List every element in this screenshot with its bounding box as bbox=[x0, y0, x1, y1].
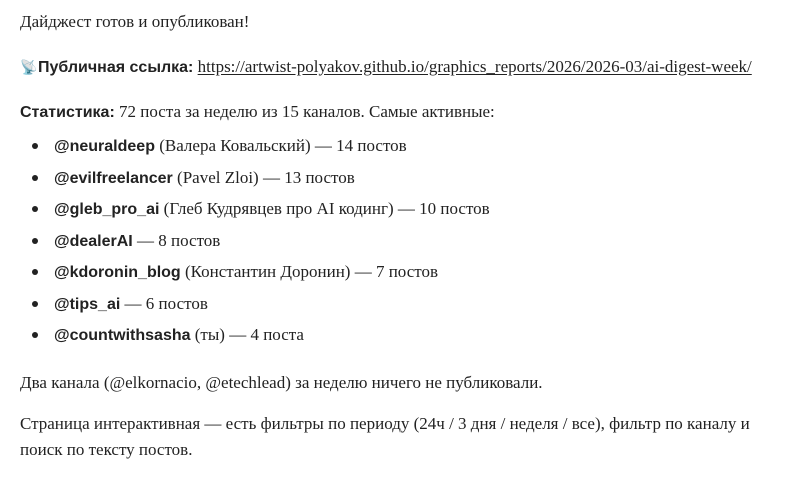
list-item bbox=[32, 291, 780, 323]
bullet bbox=[32, 143, 38, 149]
channel-info: — 6 постов bbox=[124, 293, 208, 313]
bullet bbox=[32, 332, 38, 338]
satellite-antenna-icon: 📡 bbox=[20, 61, 38, 76]
channel-handle: @kdoronin_blog bbox=[54, 264, 181, 281]
channel-handle: @tips_ai bbox=[54, 295, 121, 313]
channel-info: — 8 постов bbox=[137, 230, 221, 250]
list-item bbox=[32, 196, 780, 228]
channel-handle: @neuraldeep bbox=[54, 138, 155, 155]
bullet bbox=[32, 238, 38, 244]
active-channels-list bbox=[20, 133, 780, 354]
channel-info: (Валера Ковальский) — 14 постов bbox=[159, 136, 407, 155]
stats-text: 72 поста за неделю из 15 каналов. Самые активные: bbox=[119, 102, 495, 121]
channel-info: (Pavel Zloi) — 13 постов bbox=[177, 167, 355, 187]
stats-paragraph bbox=[20, 99, 780, 125]
bullet bbox=[32, 175, 38, 181]
list-item bbox=[32, 322, 780, 354]
intro-text: Дайджест готов и опубликован! bbox=[20, 12, 250, 31]
channel-handle: @evilfreelancer bbox=[54, 169, 173, 187]
channel-info: (ты) — 4 поста bbox=[194, 325, 304, 344]
channel-handle: @countwithsasha bbox=[54, 327, 191, 344]
channel-handle: @gleb_pro_ai bbox=[54, 201, 160, 218]
channel-info: (Константин Доронин) — 7 постов bbox=[184, 262, 439, 281]
channel-handle: @dealerAI bbox=[54, 232, 133, 250]
bullet bbox=[32, 269, 38, 275]
list-item bbox=[32, 228, 780, 260]
list-item bbox=[32, 133, 780, 165]
list-item bbox=[32, 259, 780, 291]
bullet bbox=[32, 301, 38, 307]
public-link-url[interactable]: https://artwist-polyakov.github.io/graphics_reports/2026/2026-03/ai-digest-week/ bbox=[197, 57, 752, 76]
bullet bbox=[32, 206, 38, 212]
stats-label: Статистика: bbox=[20, 104, 115, 121]
interactive-page-text: Страница интерактивная — есть фильтры по периоду (24ч / 3 дня / неделя / все), фильтр по каналу и поиск по тексту постов. bbox=[20, 413, 750, 459]
public-link-paragraph bbox=[20, 54, 780, 81]
channel-info: (Глеб Кудрявцев про AI кодинг) — 10 постов bbox=[163, 199, 490, 218]
chat-message bbox=[20, 9, 780, 463]
inactive-channels-text: Два канала (@elkornacio, @etechlead) за неделю ничего не публиковали. bbox=[20, 372, 543, 392]
list-item bbox=[32, 165, 780, 197]
public-link-label: Публичная ссылка: bbox=[38, 59, 194, 76]
